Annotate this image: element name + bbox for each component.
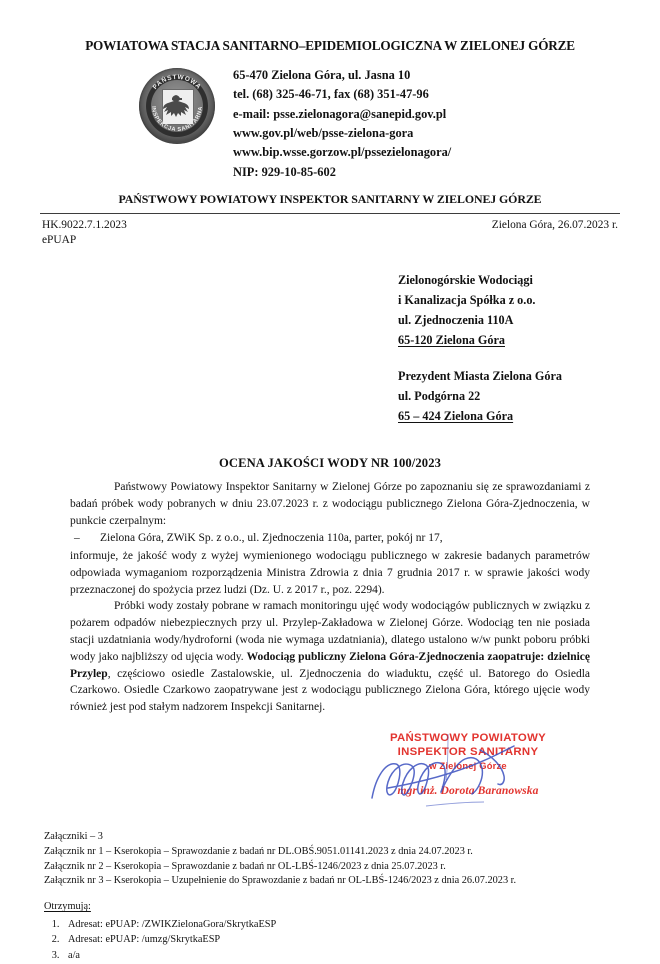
contact-phone: tel. (68) 325-46-71, fax (68) 351-47-96 (233, 87, 429, 102)
reference-row (0, 214, 660, 248)
monitoring-text-a: Próbki wody zostały pobrane w ramach monitoringu ujęć wody wodociągów publicznych w związku z pożarem odpadów niebezpiecznych przy ul. Przylep-Zakładowa w Zielonej Górze. Wodociąg ten nie posiada stacji uzdatniania wody/hydroforni (woda nie wymaga uzdatniania), dlatego ustalono w/w punkt poboru próbki wody jako najbliższy od ujęcia wody. (70, 600, 590, 663)
attachment-item: Załącznik nr 2 – Kserokopia – Sprawozdanie z badań nr OL-LBŚ-1246/2023 z dnia 25.07.2023 r. (44, 860, 446, 872)
paragraph-intro: Państwowy Powiatowy Inspektor Sanitarny w Zielonej Górze po zapoznaniu się ze sprawozdaniami z badań próbek wody pobranych w dniu 23.07.2023 r. z wodociągu publicznego Zielona Góra-Zjednoczenia, w punkcie czerpalnym: (70, 481, 590, 527)
monitoring-text-b: , częściowo osiedle Zastalowskie, ul. Zjednoczenia do wiaduktu, część ul. Batorego do Osiedla Czarkowo. Osiedle Czarkowo zaopatrywane jest z wodociągu publicznego Zielona Góra, którego ujęcie wody również jest pod stałym nadzorem Inspekcji Sanitarnej. (70, 667, 590, 714)
sampling-point-item (70, 530, 590, 547)
header-block (0, 54, 660, 182)
contact-nip: NIP: 929-10-85-602 (233, 164, 336, 179)
supply-area-bold: Wodociąg publiczny Zielona Góra-Zjednoczenia zaopatruje: dzielnicę Przylep (70, 650, 590, 680)
official-stamp (368, 732, 568, 798)
addressee-line: Prezydent Miasta Zielona Góra (398, 369, 562, 383)
addressee-line: ul. Podgórna 22 (398, 389, 481, 403)
recipient-item: 3. a/a (62, 948, 618, 964)
stamp-line-2: INSPEKTOR SANITARNY (397, 745, 539, 758)
contact-address: 65-470 Zielona Góra, ul. Jasna 10 (233, 67, 411, 82)
addressee-line: i Kanalizacja Spółka z o.o. (398, 293, 536, 307)
document-body (0, 471, 660, 716)
contact-details (233, 66, 451, 182)
addressee-secondary (398, 366, 660, 426)
emblem-container (0, 66, 233, 144)
attachments-header: Załączniki – 3 (44, 830, 103, 842)
recipient-item: 1. Adresat: ePUAP: /ZWIKZielonaGora/SkrytkaESP (62, 917, 618, 933)
recipients-items (44, 917, 618, 964)
organization-title: POWIATOWA STACJA SANITARNO–EPIDEMIOLOGICZNA W ZIELONEJ GÓRZE (85, 38, 575, 53)
attachment-item: Załącznik nr 1 – Kserokopia – Sprawozdanie z badań nr DL.OBŚ.9051.01141.2023 z dnia 24.07.2023 r. (44, 845, 473, 857)
addressee-block (0, 248, 660, 426)
stamp-line-3: w Zielonej Górze (429, 759, 507, 771)
svg-text:PAŃSTWOWA: PAŃSTWOWA (151, 73, 203, 91)
contact-bip-website: www.bip.wsse.gorzow.pl/pssezielonagora/ (233, 145, 452, 160)
dash-bullet-icon: – (74, 532, 80, 545)
addressee-primary (398, 270, 660, 350)
recipient-item: 2. Adresat: ePUAP: /umzg/SkrytkaESP (62, 932, 618, 948)
emblem-circular-text (139, 68, 215, 144)
attachments-list (0, 826, 660, 889)
case-number: HK.9022.7.1.2023 (42, 218, 127, 231)
addressee-postal-city: 65 – 424 Zielona Góra (398, 409, 514, 423)
attachment-item: Załącznik nr 3 – Kserokopia – Uzupełnienie do Sprawozdanie z badań nr OL-LBŚ-1246/2023 z dnia 26.07.2023 r. (44, 875, 517, 887)
sanitary-inspection-emblem-icon (139, 68, 215, 144)
contact-website: www.gov.pl/web/psse-zielona-gora (233, 125, 414, 140)
paragraph-compliance: informuje, że jakość wody z wyżej wymienionego wodociągu publicznego w zakresie badanych parametrów odpowiada wymaganiom rozporządzenia Ministra Zdrowia z dnia 7 grudnia 2017 r. w sprawie jakości wody przeznaczonej do spożycia przez ludzi (Dz. U. z 2017 r., poz. 2294). (70, 550, 590, 596)
inspector-title: PAŃSTWOWY POWIATOWY INSPEKTOR SANITARNY W ZIELONEJ GÓRZE (118, 191, 542, 206)
signatory-name: mgr inż. Dorota Baranowska (397, 784, 539, 798)
svg-text:INSPEKCJA SANITARNA: INSPEKCJA SANITARNA (149, 105, 205, 133)
sampling-point-text: Zielona Góra, ZWiK Sp. z o.o., ul. Zjednoczenia 110a, parter, pokój nr 17, (100, 532, 443, 545)
contact-email: e-mail: psse.zielonagora@sanepid.gov.pl (233, 106, 447, 121)
reference-right (492, 218, 618, 248)
paragraph-monitoring (70, 598, 590, 715)
addressee-line: ul. Zjednoczenia 110A (398, 313, 514, 327)
page-title: OCENA JAKOŚCI WODY NR 100/2023 (218, 456, 441, 470)
reference-left (42, 218, 127, 248)
place-and-date: Zielona Góra, 26.07.2023 r. (491, 218, 618, 231)
addressee-line: Zielonogórskie Wodociągi (398, 273, 533, 287)
signature-area (0, 730, 660, 826)
stamp-line-1: PAŃSTWOWY POWIATOWY (389, 731, 547, 744)
delivery-channel: ePUAP (42, 233, 77, 246)
addressee-postal-city: 65-120 Zielona Góra (398, 333, 505, 347)
recipients-header: Otrzymują: (44, 901, 91, 913)
